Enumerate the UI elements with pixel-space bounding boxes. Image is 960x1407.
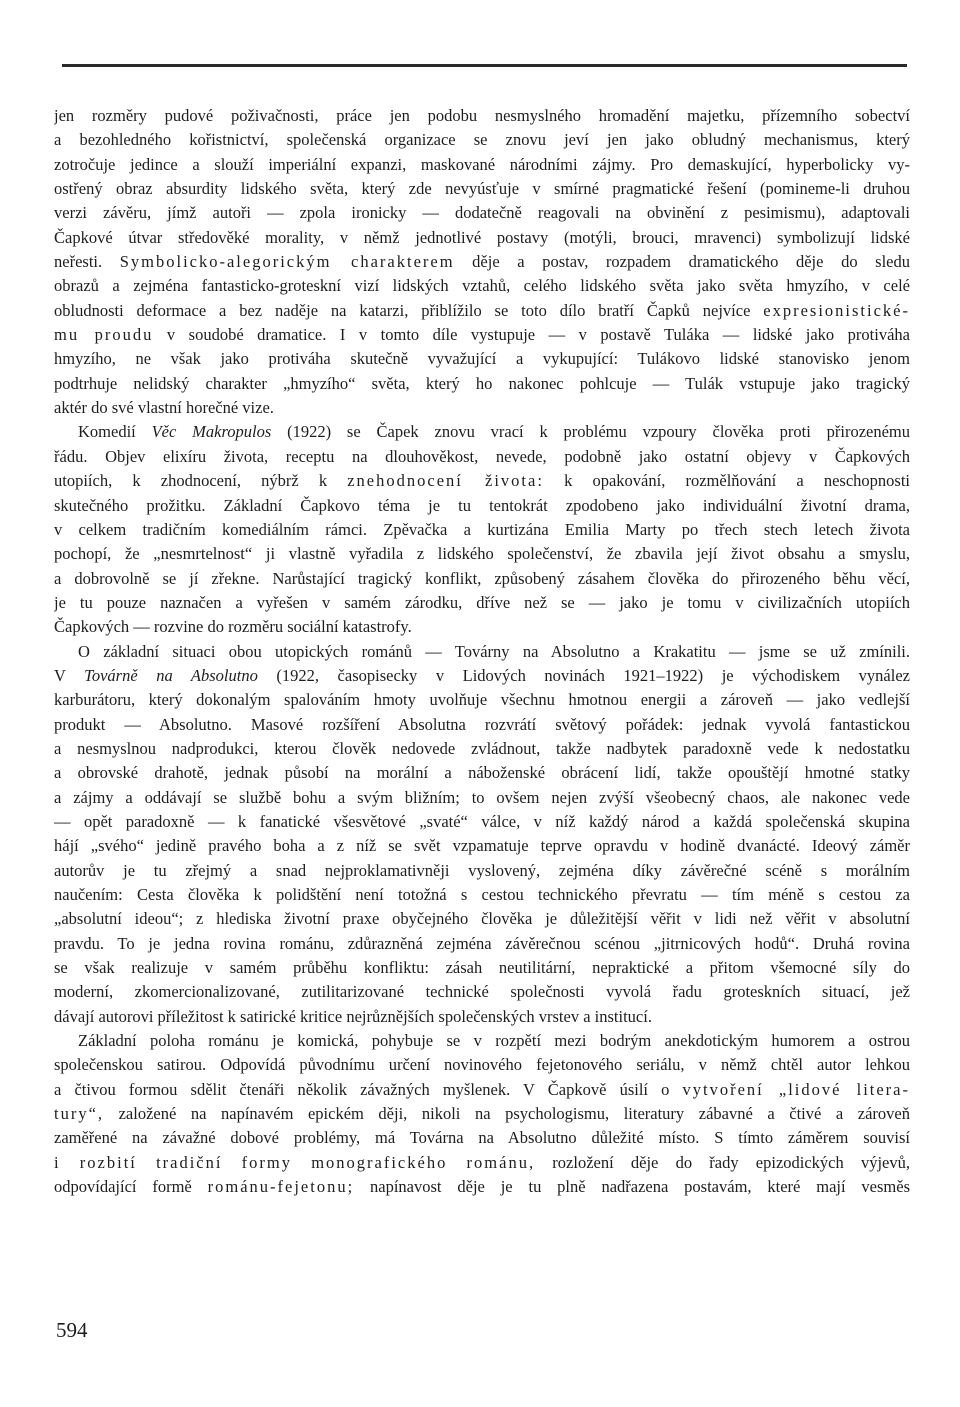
text-run: skutečného prožitku. Základní Čapkovo téma je tu tentokrát zpodobeno jako individuální životní drama, xyxy=(54,495,910,515)
text-run: pravdu. To je jedna rovina románu, zdůrazněná zejména závěrečnou scénou „jitrnicových hodů“. Druhá rovina xyxy=(54,933,910,953)
text-run: V xyxy=(54,665,85,685)
text-line xyxy=(54,786,910,810)
text-line xyxy=(54,859,910,883)
text-line xyxy=(54,834,910,858)
text-run: a nesmyslnou nadprodukci, kterou člověk nedovede zvládnout, takže nadbytek paradoxně vede k nedostatku xyxy=(54,738,910,758)
spaced-emphasis: románu-fejetonu; xyxy=(207,1177,355,1197)
text-line xyxy=(54,640,910,664)
text-run: a bezohledného kořistnictví, společenská organizace se znovu jeví jen jako obludný mechanismus, který xyxy=(54,130,910,150)
text-run: podtrhuje nelidský charakter „hmyzího“ světa, který ho nakonec pohlcuje — Tulák vstupuje jako tragický xyxy=(54,373,910,393)
spaced-emphasis: vytvoření „lidové litera- xyxy=(682,1079,910,1099)
text-line xyxy=(54,1102,910,1126)
text-run: zotročuje jedince a slouží imperiální expanzi, maskované národními zájmy. Pro demaskující, hyperbolicky vy- xyxy=(54,154,910,174)
text-line xyxy=(54,664,910,688)
header-rule xyxy=(62,64,907,67)
text-run: „absolutní ideou“; z hlediska životní praxe obyčejného člověka je důležitější věřit v lidi než věřit v absolutní xyxy=(54,909,910,929)
text-run: neřesti. xyxy=(54,252,120,272)
text-line xyxy=(54,372,910,396)
text-run: obludnosti deformace a bez naděje na katarzi, přiblížilo se toto dílo bratří Čapků nejvíce xyxy=(54,300,764,320)
text-line xyxy=(54,323,910,347)
text-run: — opět paradoxně — k fanatické všesvětové „svaté“ válce, v níž každý národ a každá společenská skupina xyxy=(54,811,910,831)
text-line xyxy=(54,1053,910,1077)
text-run: zaměřené na závažné dobové problémy, má Továrna na Absolutno důležité místo. S tímto záměrem souvisí xyxy=(54,1128,910,1148)
text-run: autorův je tu zřejmý a snad nejproklamativněji vyslovený, zejména díky závěrečné scéně s morálním xyxy=(54,860,910,880)
text-line xyxy=(54,104,910,128)
text-line xyxy=(54,688,910,712)
text-line xyxy=(54,420,910,444)
text-line xyxy=(54,1029,910,1053)
text-line xyxy=(54,591,910,615)
text-line xyxy=(54,567,910,591)
spaced-emphasis: mu proudu xyxy=(54,325,154,345)
text-run: (1922) se Čapek znovu vrací k problému vzpoury člověka proti přirozenému xyxy=(271,422,910,442)
text-run: pochopí, že „nesmrtelnost“ ji vlastně vyřadila z lidského společenství, že zbavila její život obsahu a smyslu, xyxy=(54,544,910,564)
page-number: 594 xyxy=(56,1318,88,1342)
text-run: rozložení děje do řady epizodických výjevů, xyxy=(535,1152,910,1172)
text-line xyxy=(54,713,910,737)
text-line xyxy=(54,956,910,980)
text-run: řádu. Objev elixíru života, receptu na dlouhověkost, nevede, podobně jako ostatní objevy v Čapkových xyxy=(54,446,910,466)
text-run: hmyzího, ne však jako protiváha skutečně vyvažující a vykupující: Tulákovo lidské stanovisko jenom xyxy=(54,349,910,369)
text-run: moderní, zkomercionalizované, zutilitarizované technické společnosti vyvolá řadu groteskních situací, jež xyxy=(54,982,910,1002)
italic-title: Věc Makropulos xyxy=(151,422,272,442)
text-run: produkt — Absolutno. Masové rozšíření Absolutna rozvrátí světový pořádek: jednak vyvolá fantastickou xyxy=(54,714,910,734)
text-line xyxy=(54,615,910,639)
text-run: se však realizuje v samém průběhu konfliktu: zásah neutilitární, nepraktické a přitom všemocné síly do xyxy=(54,958,910,978)
text-run: v soudobé dramatice. I v tomto díle vystupuje — v postavě Tuláka — lidské jako protiváha xyxy=(153,325,910,345)
text-line xyxy=(54,907,910,931)
text-line xyxy=(54,737,910,761)
text-run: Komedií xyxy=(78,422,152,442)
spaced-emphasis: i rozbití tradiční formy monografického románu, xyxy=(54,1152,536,1172)
text-run: Čapkových — rozvine do rozměru sociální katastrofy. xyxy=(54,617,412,637)
text-run: a dobrovolně se jí zřekne. Narůstající tragický konflikt, způsobený zásahem člověka do přirozeného běhu věcí, xyxy=(54,568,910,588)
text-run: a čtivou formou sdělit čtenáři několik závažných myšlenek. V Čapkově úsilí o xyxy=(54,1079,683,1099)
text-line xyxy=(54,226,910,250)
text-line xyxy=(54,542,910,566)
text-run: napínavost děje je tu plně nadřazena postavám, které mají vesměs xyxy=(354,1177,910,1197)
text-line xyxy=(54,883,910,907)
text-line xyxy=(54,347,910,371)
text-run: dávají autorovi příležitost k satirické kritice nejrůznějších společenských vrstev a institucí. xyxy=(54,1006,652,1026)
text-run: je tu pouze naznačen a vyřešen v samém zárodku, dříve než se — jako je tomu v civilizačních utopiích xyxy=(54,592,910,612)
text-line xyxy=(54,980,910,1004)
text-line xyxy=(54,177,910,201)
text-line xyxy=(54,1151,910,1175)
text-line xyxy=(54,810,910,834)
text-run: verzi závěru, jímž autoři — zpola ironicky — dodatečně reagovali na obvinění z pesimismu), adaptovali xyxy=(54,203,910,223)
text-run: karburátoru, který dokonalým spalováním hmoty uvolňuje všechnu hmotnou energii a zároveň — jako vedlejší xyxy=(54,690,910,710)
text-run: utopiích, k zhodnocení, nýbrž k xyxy=(54,471,348,491)
text-line xyxy=(54,932,910,956)
text-line xyxy=(54,518,910,542)
text-run: Čapkové útvar středověké morality, v němž jednotlivé postavy (motýli, brouci, mravenci) symbolizují lidské xyxy=(54,227,910,247)
text-run: Základní poloha románu je komická, pohybuje se v rozpětí mezi bodrým anekdotickým humorem a ostrou xyxy=(78,1031,910,1051)
text-line xyxy=(54,128,910,152)
text-line xyxy=(54,1078,910,1102)
text-run: obrazů a zejména fantastickо-groteskní vizí lidských vztahů, celého lidského světa jako světa hmyzího, v celé xyxy=(54,276,910,296)
text-line xyxy=(54,153,910,177)
text-run: společenskou satirou. Odpovídá původnímu určení novinového fejetonového seriálu, v němž chtěl autor lehkou xyxy=(54,1055,910,1075)
text-run: (1922, časopisecky v Lidových novinách 1921–1922) je východiskem vynález xyxy=(257,665,910,685)
spaced-emphasis: znehodnocení života: xyxy=(347,471,544,491)
text-line xyxy=(54,250,910,274)
text-run: a obrovské drahotě, jednak působí na morální a náboženské obrácení lidí, takže opouštějí hmotné statky xyxy=(54,763,910,783)
spaced-emphasis: tury“, xyxy=(54,1104,105,1124)
text-run: odpovídající formě xyxy=(54,1177,208,1197)
text-line xyxy=(54,1126,910,1150)
text-line xyxy=(54,445,910,469)
text-run: O základní situaci obou utopických románů — Továrny na Absolutno a Krakatitu — jsme se už zmínili. xyxy=(78,641,910,661)
text-line xyxy=(54,1005,910,1029)
text-run: založené na napínavém epickém ději, nikoli na psychologismu, literatury zábavné a čtivé a zároveň xyxy=(104,1104,910,1124)
text-line xyxy=(54,494,910,518)
spaced-emphasis: Symbolicko-alegorickým charakterem xyxy=(119,252,455,272)
text-run: aktér do své vlastní horečné vize. xyxy=(54,398,274,418)
text-run: a zájmy a oddávají se službě bohu a svým bližním; to ovšem nejen zvýší všeobecný chaos, ale nakonec vede xyxy=(54,787,910,807)
text-run: v celkem tradičním komediálním rámci. Zpěvačka a kurtizána Emilia Marty po třech stech letech života xyxy=(54,519,910,539)
text-run: hájí „svého“ jedině pravého boha a z níž se svět vzpamatuje teprve opravdu v hodině dvanácté. Ideový záměr xyxy=(54,836,910,856)
spaced-emphasis: expresionistické- xyxy=(763,300,910,320)
text-line xyxy=(54,1175,910,1199)
text-line xyxy=(54,201,910,225)
text-line xyxy=(54,274,910,298)
italic-title: Továrně na Absolutno xyxy=(84,665,258,685)
text-run: jen rozměry pudové poživačnosti, práce jen podobu nesmyslného hromadění majetku, přízemního sobectví xyxy=(54,106,910,125)
text-run: k opakování, rozmělňování a neschopnosti xyxy=(543,471,910,491)
body-text xyxy=(54,104,910,1199)
text-run: naučením: Cesta člověka k polidštění není totožná s cestou technického převratu — tím méně s cestou za xyxy=(54,885,910,904)
text-line xyxy=(54,761,910,785)
text-run: děje a postav, rozpadem dramatického děje do sledu xyxy=(454,252,910,272)
text-line xyxy=(54,469,910,493)
text-run: ostřený obraz absurdity lidského světa, který zde nevyúsťuje v smírné pragmatické řešení (pomineme-li druhou xyxy=(54,179,910,199)
text-line xyxy=(54,396,910,420)
text-line xyxy=(54,299,910,323)
